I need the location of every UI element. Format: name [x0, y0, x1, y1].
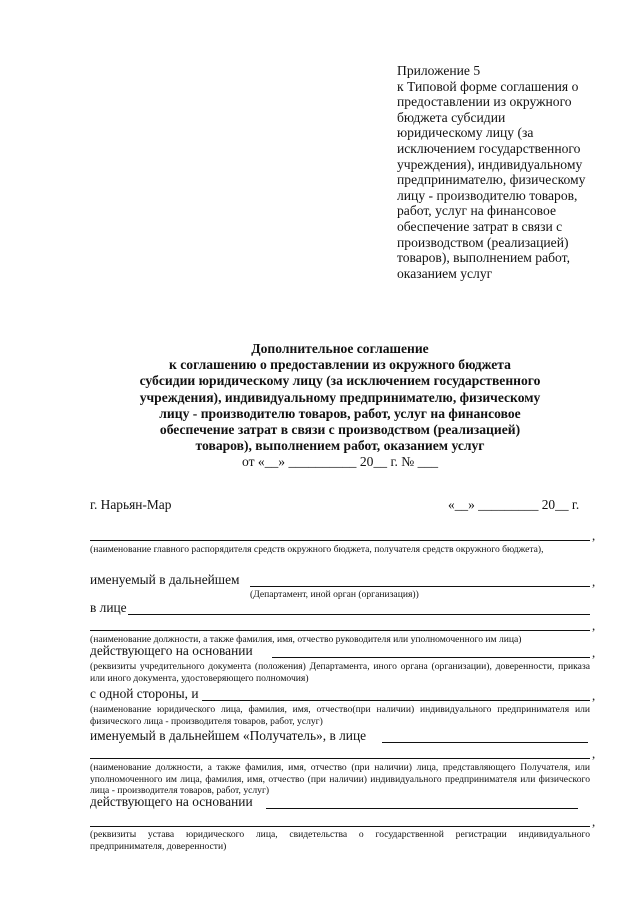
- title-line: товаров), выполнением работ, оказанием услуг: [195, 438, 485, 454]
- acting2-label: действующего на основании: [90, 794, 253, 809]
- recipient-note: (наименование юридического лица, фамилия, имя, отчество(при наличии) индивидуального предпринимателя или физического лица - производителя товаров, работ, услуг): [90, 704, 590, 727]
- appendix-line: к Типовой форме соглашения о: [397, 78, 579, 94]
- charter-line[interactable]: [90, 826, 590, 827]
- appendix-line: исключением государственного: [397, 140, 581, 156]
- distributor-name-line[interactable]: [90, 540, 590, 541]
- acting-note: (реквизиты учредительного документа (положения) Департамента, иного органа (организации), доверенности, приказа или иного документа, удостоверяющего полномочия): [90, 661, 590, 684]
- appendix-line: предоставлении из окружного: [397, 94, 572, 110]
- title-line: субсидии юридическому лицу (за исключением государственного: [139, 373, 541, 389]
- appendix-line: производством (реализацией): [397, 234, 569, 250]
- person-note: (наименование должности, а также фамилия, имя, отчество руководителя или уполномоченного им лица): [90, 634, 522, 645]
- recipient-person-line-2[interactable]: [90, 758, 590, 759]
- title-line: учреждения), индивидуальному предпринимателю, физическому: [139, 389, 541, 405]
- acting-line[interactable]: [272, 657, 590, 658]
- appendix-line: бюджета субсидии: [397, 109, 506, 125]
- appendix-line: Приложение 5: [397, 63, 481, 78]
- appendix-line: оказанием услуг: [397, 265, 493, 281]
- named-label: именуемый в дальнейшем: [90, 572, 240, 587]
- one-side-label: с одной стороны, и: [90, 686, 199, 701]
- comma: ,: [592, 618, 596, 633]
- comma: ,: [592, 574, 596, 589]
- appendix-line: товаров), выполнением работ,: [397, 250, 570, 266]
- recipient-person-line[interactable]: [382, 742, 588, 743]
- comma: ,: [592, 688, 596, 703]
- comma: ,: [592, 814, 596, 829]
- comma: ,: [592, 645, 596, 660]
- title-line: к соглашению о предоставлении из окружного бюджета: [169, 357, 511, 373]
- city-name: г. Нарьян-Мар: [90, 497, 172, 512]
- acting-label: действующего на основании: [90, 643, 253, 658]
- distributor-note: (наименование главного распорядителя средств окружного бюджета, получателя средств окружного бюджета),: [90, 544, 544, 555]
- named-line[interactable]: [250, 586, 590, 587]
- named-note: (Департамент, иной орган (организация)): [250, 589, 419, 600]
- appendix-line: работ, услуг на финансовое: [397, 203, 556, 219]
- in-person-line-2[interactable]: [90, 630, 590, 631]
- agreement-date: «__» _________ 20__ г.: [448, 497, 580, 512]
- appendix-line: лицу - производителю товаров,: [397, 187, 578, 203]
- recipient-person-note: (наименование должности, а также фамилия, имя, отчество (при наличии) лица, представляющего Получателя, или уполномоченного им лица, фамилия, имя, отчество (при наличии) индивидуального предпринимателя или физического лица - производителя товаров, работ, услуг): [90, 762, 590, 797]
- appendix-block: [397, 63, 612, 281]
- comma: ,: [592, 746, 596, 761]
- recipient-label: именуемый в дальнейшем «Получатель», в лице: [90, 728, 367, 743]
- title-line: лицу - производителю товаров, работ, услуг на финансовое: [159, 405, 521, 421]
- comma: ,: [592, 528, 596, 543]
- title-line: обеспечение затрат в связи с производством (реализацией): [159, 422, 521, 438]
- recipient-line[interactable]: [202, 700, 590, 701]
- appendix-line: учреждения), индивидуальному: [397, 156, 583, 172]
- appendix-line: юридическому лицу (за: [397, 125, 534, 141]
- appendix-line: предпринимателю, физическому: [397, 172, 586, 188]
- title-date-line: от «__» __________ 20__ г. № ___: [241, 454, 439, 470]
- charter-note: (реквизиты устава юридического лица, свидетельства о государственной регистрации индивидуального предпринимателя, доверенности): [90, 829, 590, 852]
- in-person-label: в лице: [90, 600, 127, 615]
- acting2-line[interactable]: [266, 808, 578, 809]
- appendix-line: обеспечение затрат в связи с: [397, 218, 563, 234]
- in-person-line[interactable]: [128, 614, 590, 615]
- title-line: Дополнительное соглашение: [251, 341, 429, 356]
- document-title: [90, 341, 590, 471]
